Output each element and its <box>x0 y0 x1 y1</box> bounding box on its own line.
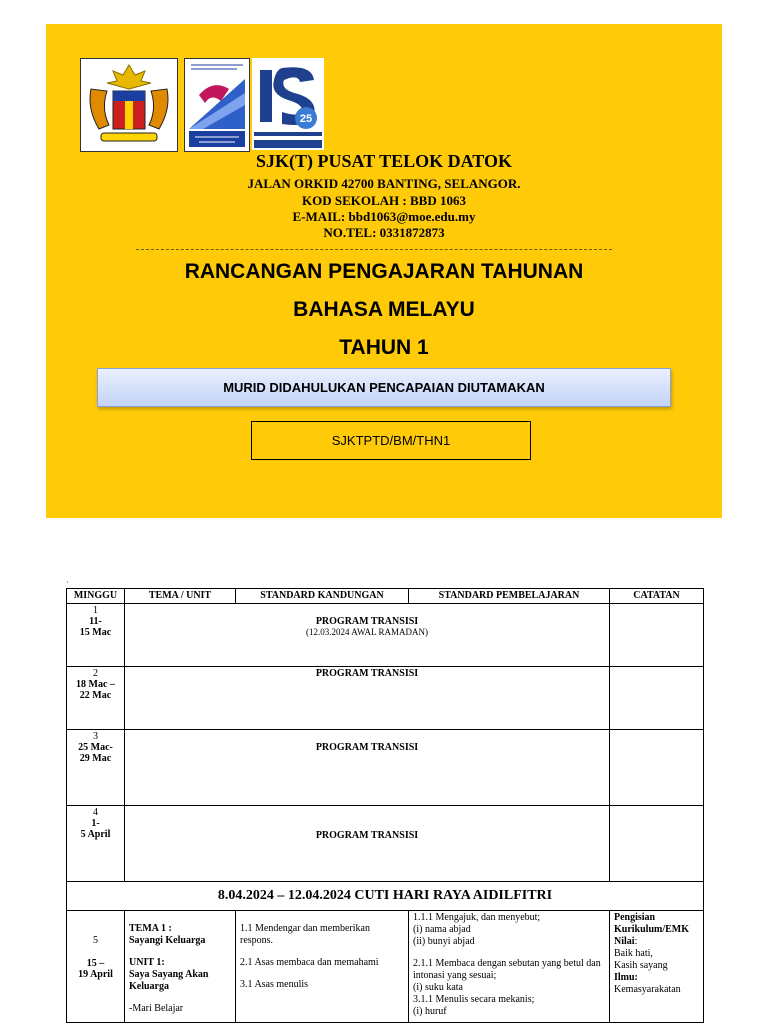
program-cell <box>125 730 610 806</box>
week-date-end: 15 Mac <box>79 627 112 638</box>
week-cell <box>67 806 125 882</box>
col-header-sp: STANDARD PEMBELAJARAN <box>409 589 610 604</box>
week-number: 4 <box>93 807 98 818</box>
table-row <box>67 667 704 730</box>
catatan-cell: Pengisian Kurikulum/EMK Nilai: Baik hati, Kasih sayang Ilmu: Kemasyarakatan <box>610 911 704 1023</box>
week-date-end: 29 Mac <box>79 753 112 764</box>
ilmu-label: Ilmu: <box>614 972 638 983</box>
school-code: KOD SEKOLAH : BBD 1063 <box>302 193 466 208</box>
table-row <box>67 911 704 1023</box>
school-name: SJK(T) PUSAT TELOK DATOK <box>256 151 512 171</box>
svg-text:25: 25 <box>299 113 313 125</box>
week-date-end: 19 April <box>78 969 113 980</box>
holiday-cell: 8.04.2024 – 12.04.2024 CUTI HARI RAYA AIDILFITRI <box>67 882 704 911</box>
doc-title: RANCANGAN PENGAJARAN TAHUNAN <box>184 260 584 283</box>
week-date-start: 11- <box>89 616 102 627</box>
school-address: JALAN ORKID 42700 BANTING, SELANGOR. <box>247 176 521 191</box>
sp-item: (ii) bunyi abjad <box>413 936 475 947</box>
sp-cell <box>409 911 610 1023</box>
week-date-end: 5 April <box>80 829 111 840</box>
col-header-tema: TEMA / UNIT <box>125 589 236 604</box>
school-tel: NO.TEL: 0331872873 <box>323 225 445 240</box>
col-header-sk: STANDARD KANDUNGAN <box>236 589 409 604</box>
document-code: SJKTPTD/BM/THN1 <box>251 421 531 460</box>
malaysia-coat-of-arms-icon <box>80 58 178 152</box>
catatan-cell <box>610 604 704 667</box>
school-crest-icon <box>184 58 250 152</box>
week-date-start: 15 – <box>86 958 105 969</box>
nilai-value: Kasih sayang <box>614 960 668 971</box>
unit-label: UNIT 1: <box>129 957 165 968</box>
program-label: PROGRAM TRANSISI <box>315 830 419 841</box>
week-date-start: 25 Mac- <box>78 742 113 753</box>
ilmu-value: Kemasyarakatan <box>614 984 681 995</box>
week-cell <box>67 911 125 1023</box>
program-cell <box>125 604 610 667</box>
tema-cell <box>125 911 236 1023</box>
week-number: 5 <box>93 935 98 946</box>
table-row <box>67 604 704 667</box>
sp-item: (i) nama abjad <box>413 924 471 935</box>
program-transformasi-25-icon <box>252 58 324 150</box>
sp-item: 1.1.1 Mengajuk, dan menyebut; <box>413 912 541 923</box>
week-cell <box>67 604 125 667</box>
week-cell <box>67 667 125 730</box>
table-header-row <box>67 589 704 604</box>
program-label: PROGRAM TRANSISI <box>315 668 419 679</box>
sk-item: 1.1 Mendengar dan memberikan respons. <box>240 923 370 946</box>
subject-title: BAHASA MELAYU <box>293 298 475 321</box>
sp-item: 2.1.1 Membaca dengan sebutan yang betul dan intonasi yang sesuai; <box>413 958 601 981</box>
week-cell <box>67 730 125 806</box>
table-row <box>67 806 704 882</box>
sk-item: 3.1 Asas menulis <box>240 979 309 990</box>
week-number: 1 <box>93 605 98 616</box>
divider <box>136 249 612 250</box>
catatan-cell <box>610 730 704 806</box>
sk-item: 2.1 Asas membaca dan memahami <box>240 957 379 968</box>
col-header-catatan: CATATAN <box>610 589 704 604</box>
table-row <box>67 730 704 806</box>
week-number: 2 <box>93 668 98 679</box>
stray-mark: · <box>66 578 69 587</box>
yearly-plan-table <box>66 588 704 1023</box>
week-date-start: 1- <box>91 818 100 829</box>
sp-item: (i) huruf <box>413 1006 447 1017</box>
catatan-cell <box>610 667 704 730</box>
tema-name: Sayangi Keluarga <box>129 935 206 946</box>
program-note: (12.03.2024 AWAL RAMADAN) <box>306 627 428 637</box>
unit-sub: -Mari Belajar <box>129 1003 184 1014</box>
program-cell <box>125 667 610 730</box>
motto-banner: MURID DIDAHULUKAN PENCAPAIAN DIUTAMAKAN <box>97 368 671 407</box>
cover-panel <box>46 24 722 518</box>
program-label: PROGRAM TRANSISI <box>315 742 419 753</box>
holiday-row <box>67 882 704 911</box>
catatan-title: Pengisian Kurikulum/EMK <box>614 912 690 935</box>
sk-cell <box>236 911 409 1023</box>
sp-item: (i) suku kata <box>413 982 463 993</box>
sp-item: 3.1.1 Menulis secara mekanis; <box>413 994 535 1005</box>
week-number: 3 <box>93 731 98 742</box>
unit-name: Saya Sayang Akan Keluarga <box>129 969 209 992</box>
year-title: TAHUN 1 <box>339 336 429 359</box>
program-cell <box>125 806 610 882</box>
week-date-end: 22 Mac <box>79 690 112 701</box>
week-date-start: 18 Mac – <box>76 679 115 690</box>
col-header-minggu: MINGGU <box>67 589 125 604</box>
tema-label: TEMA 1 : <box>129 923 172 934</box>
program-label: PROGRAM TRANSISI <box>315 616 419 627</box>
catatan-cell <box>610 806 704 882</box>
nilai-label: Nilai <box>614 936 635 947</box>
nilai-value: Baik hati, <box>614 948 653 959</box>
school-email: E-MAIL: bbd1063@moe.edu.my <box>292 209 476 224</box>
